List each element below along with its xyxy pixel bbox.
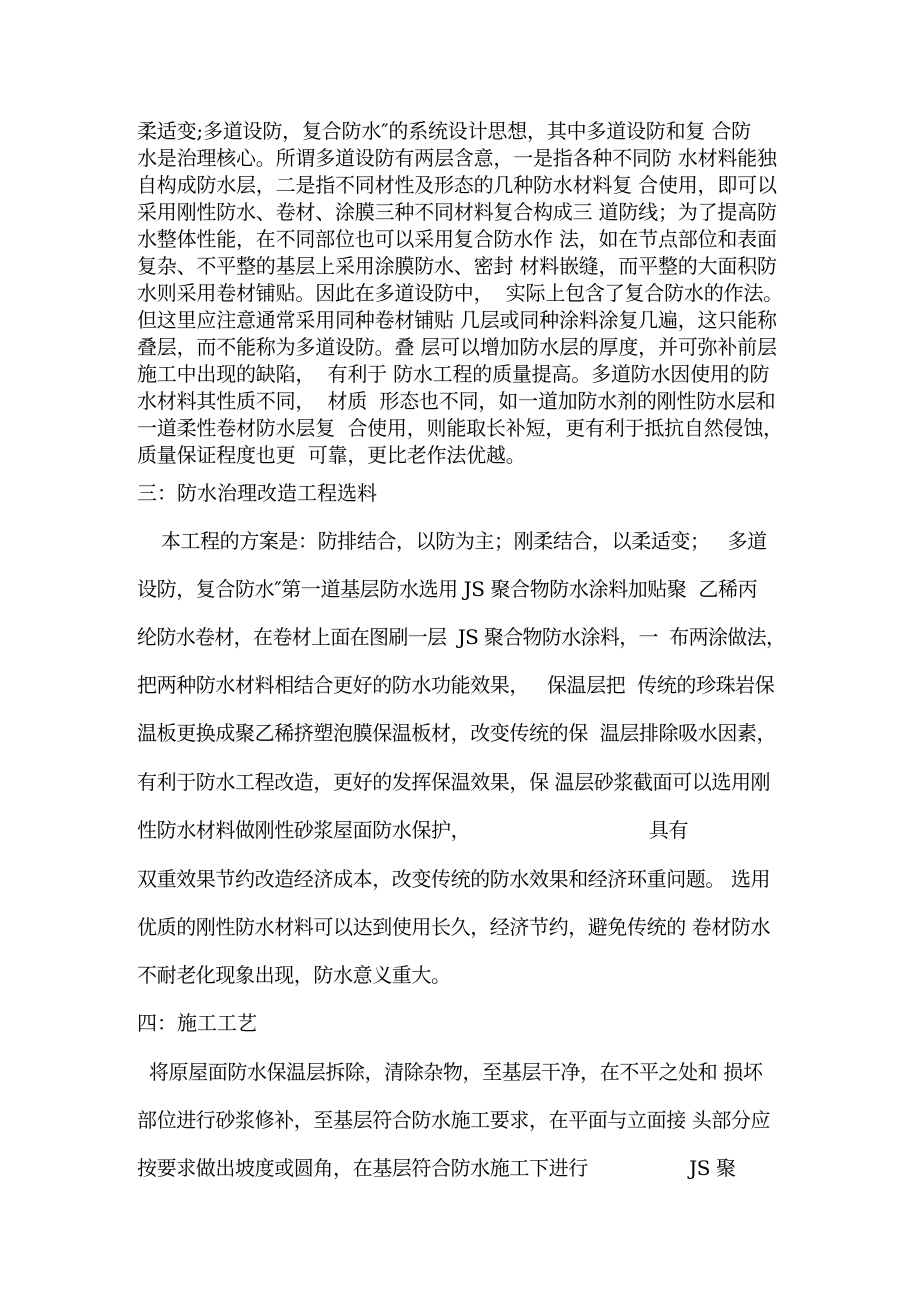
paragraph-line: 但这里应注意通常采用同种卷材铺贴 几层或同种涂料涂复几遍，这只能称 xyxy=(137,308,777,332)
paragraph-line: 有利于防水工程改造，更好的发挥保温效果，保 温层砂浆截面可以选用刚 xyxy=(137,770,771,794)
paragraph-line: 不耐老化现象出现，防水意义重大。 xyxy=(137,963,451,987)
paragraph-line: 一道柔性卷材防水层复 合使用，则能取长补短，更有利于抵抗自然侵蚀， xyxy=(137,416,783,440)
paragraph-line: 将原屋面防水保温层拆除，清除杂物，至基层干净，在不平之处和 损坏 xyxy=(137,1060,763,1084)
paragraph-line: 柔适变;多道设防，复合防水″的系统设计思想，其中多道设防和复 合防 xyxy=(137,119,751,143)
paragraph-line: 温板更换成聚乙稀挤塑泡膜保温板材，改变传统的保 温层排除吸水因素， xyxy=(137,721,777,745)
paragraph-line: 复杂、不平整的基层上采用涂膜防水、密封 材料嵌缝，而平整的大面积防 xyxy=(137,254,777,278)
paragraph-line: 本工程的方案是：防排结合，以防为主；刚柔结合，以柔适变； 多道 xyxy=(137,529,767,553)
paragraph-line: 自构成防水层，二是指不同材性及形态的几种防水材料复 合使用，即可以 xyxy=(137,173,777,197)
paragraph-line: 水材料其性质不同， 材质 形态也不同，如一道加防水剂的刚性防水层和 xyxy=(137,389,776,413)
paragraph-line: 水则采用卷材铺贴。因此在多道设防中， 实际上包含了复合防水的作法。 xyxy=(137,281,783,305)
paragraph-line: 性防水材料做刚性砂浆屋面防水保护， 具有 xyxy=(137,818,689,842)
paragraph-line: 采用刚性防水、卷材、涂膜三种不同材料复合构成三 道防线；为了提高防 xyxy=(137,200,777,224)
paragraph-line: 设防，复合防水″第一道基层防水选用 JS 聚合物防水涂料加贴聚 乙稀丙 xyxy=(137,577,758,601)
paragraph-line: 水是治理核心。所谓多道设防有两层含意，一是指各种不同防 水材料能独 xyxy=(137,146,777,170)
section-heading-materials: 三：防水治理改造工程选料 xyxy=(137,481,377,505)
paragraph-line: 纶防水卷材，在卷材上面在图刷一层 JS 聚合物防水涂料，一 布两涂做法， xyxy=(137,625,786,649)
paragraph-line: 叠层，而不能称为多道设防。叠 层可以增加防水层的厚度，并可弥补前层 xyxy=(137,335,777,359)
paragraph-line: 水整体性能，在不同部位也可以采用复合防水作 法，如在节点部位和表面 xyxy=(137,227,777,251)
paragraph-line: 质量保证程度也更 可靠，更比老作法优越。 xyxy=(137,443,526,467)
paragraph-line: 部位进行砂浆修补，至基层符合防水施工要求，在平面与立面接 头部分应 xyxy=(137,1108,771,1132)
section-heading-construction: 四：施工工艺 xyxy=(137,1011,257,1035)
paragraph-line: 施工中出现的缺陷， 有利于 防水工程的质量提高。多道防水因使用的防 xyxy=(137,362,770,386)
paragraph-line: 把两种防水材料相结合更好的防水功能效果， 保温层把 传统的珍珠岩保 xyxy=(137,673,775,697)
paragraph-line: 按要求做出坡度或圆角，在基层符合防水施工下进行 JS 聚 xyxy=(137,1156,736,1180)
paragraph-line: 优质的刚性防水材料可以达到使用长久，经济节约，避免传统的 卷材防水 xyxy=(137,915,771,939)
paragraph-line: 双重效果节约改造经济成本，改变传统的防水效果和经济环重问题。 选用 xyxy=(137,867,771,891)
